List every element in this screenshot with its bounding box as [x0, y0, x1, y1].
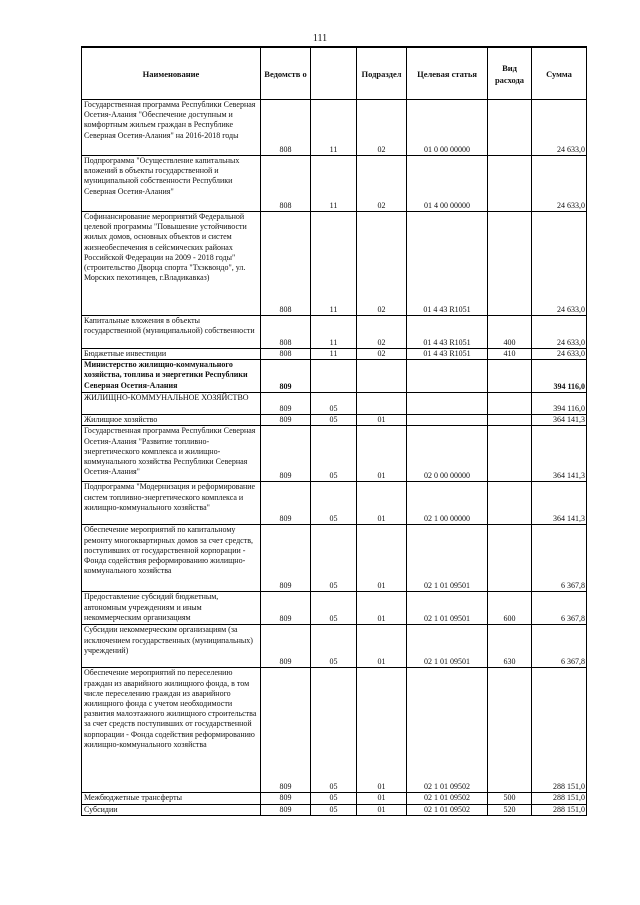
table-row [82, 625, 587, 668]
cell-expense-type [488, 100, 532, 156]
cell-section: 11 [311, 212, 357, 316]
cell-name: Предоставление субсидий бюджетным, автономным учреждениям и иным некоммерческим организациям [82, 592, 261, 625]
cell-expense-type [488, 668, 532, 793]
cell-department: 809 [261, 525, 311, 592]
header-expense-type: Вид расхода [488, 47, 532, 100]
cell-department: 808 [261, 316, 311, 349]
cell-sum: 288 151,0 [532, 668, 587, 793]
cell-subsection: 02 [357, 212, 407, 316]
cell-department: 809 [261, 625, 311, 668]
table-row [82, 482, 587, 525]
cell-department: 808 [261, 100, 311, 156]
cell-target: 02 1 00 00000 [407, 482, 488, 525]
cell-sum: 24 633,0 [532, 156, 587, 212]
cell-target: 02 0 00 00000 [407, 426, 488, 482]
cell-expense-type: 410 [488, 349, 532, 360]
cell-target: 01 4 00 00000 [407, 156, 488, 212]
cell-section: 05 [311, 592, 357, 625]
cell-sum: 364 141,3 [532, 426, 587, 482]
cell-department: 809 [261, 482, 311, 525]
table-row [82, 349, 587, 360]
cell-department: 808 [261, 156, 311, 212]
cell-subsection: 02 [357, 100, 407, 156]
table-row [82, 415, 587, 426]
cell-section: 05 [311, 793, 357, 804]
cell-expense-type: 630 [488, 625, 532, 668]
cell-name: Обеспечение мероприятий по переселению граждан из аварийного жилищного фонда, в том числе переселению граждан из аварийного жилищного фонда с учетом необходимости развития малоэтажного жилищного строительства за счет средств поступивших от государственной корпорации - Фонда содействия реформированию жилищно-коммунального хозяйства [82, 668, 261, 793]
header-sum: Сумма [532, 47, 587, 100]
cell-sum: 394 116,0 [532, 360, 587, 393]
cell-sum: 364 141,3 [532, 415, 587, 426]
cell-target [407, 360, 488, 393]
cell-target: 01 0 00 00000 [407, 100, 488, 156]
cell-subsection [357, 360, 407, 393]
cell-section: 11 [311, 156, 357, 212]
cell-section: 05 [311, 668, 357, 793]
cell-section: 05 [311, 804, 357, 815]
cell-subsection: 01 [357, 415, 407, 426]
cell-sum: 24 633,0 [532, 316, 587, 349]
cell-target: 01 4 43 R1051 [407, 212, 488, 316]
cell-name: Подпрограмма "Осуществление капитальных вложений в объекты государственной и муниципальной собственности Республики Северная Осетия-Алания" [82, 156, 261, 212]
cell-expense-type [488, 212, 532, 316]
cell-section: 05 [311, 426, 357, 482]
cell-subsection: 01 [357, 426, 407, 482]
cell-name: Государственная программа Республики Северная Осетия-Алания "Развитие топливно-энергетического комплекса и жилищно-коммунального хозяйства Республики Северная Осетия-Алания" [82, 426, 261, 482]
cell-target: 02 1 01 09501 [407, 592, 488, 625]
cell-subsection: 01 [357, 482, 407, 525]
cell-department: 808 [261, 349, 311, 360]
table-row [82, 592, 587, 625]
cell-section: 05 [311, 415, 357, 426]
cell-section [311, 360, 357, 393]
cell-section: 05 [311, 482, 357, 525]
cell-department: 809 [261, 393, 311, 415]
cell-sum: 288 151,0 [532, 804, 587, 815]
cell-sum: 394 116,0 [532, 393, 587, 415]
cell-department: 809 [261, 793, 311, 804]
cell-target [407, 393, 488, 415]
cell-expense-type [488, 525, 532, 592]
cell-expense-type [488, 156, 532, 212]
cell-target: 01 4 43 R1051 [407, 316, 488, 349]
table-row [82, 156, 587, 212]
cell-subsection: 02 [357, 316, 407, 349]
cell-expense-type [488, 482, 532, 525]
cell-sum: 6 367,8 [532, 525, 587, 592]
table-row [82, 100, 587, 156]
cell-target: 02 1 01 09502 [407, 804, 488, 815]
table-row [82, 212, 587, 316]
page-number: 111 [312, 33, 328, 44]
cell-expense-type [488, 415, 532, 426]
cell-target: 02 1 01 09502 [407, 668, 488, 793]
cell-name: Софинансирование мероприятий Федеральной целевой программы "Повышение устойчивости жилых домов, основных объектов и систем жизнеобеспечения в сейсмических районах Российской Федерации на 2009 - 2018 годы" (строительство Дворца спорта "Тхэквондо", ул. Морских пехотинцев, г.Владикавказ) [82, 212, 261, 316]
cell-target: 01 4 43 R1051 [407, 349, 488, 360]
cell-subsection: 01 [357, 668, 407, 793]
cell-section: 05 [311, 525, 357, 592]
budget-table [81, 46, 587, 816]
cell-section: 05 [311, 393, 357, 415]
header-department: Ведомств о [261, 47, 311, 100]
cell-sum: 24 633,0 [532, 212, 587, 316]
cell-expense-type: 520 [488, 804, 532, 815]
cell-expense-type: 500 [488, 793, 532, 804]
cell-name: Государственная программа Республики Северная Осетия-Алания "Обеспечение доступным и комфортным жильем граждан в Республике Северная Осетия-Алания" на 2016-2018 годы [82, 100, 261, 156]
header-subsection: Подраздел [357, 47, 407, 100]
cell-sum: 24 633,0 [532, 349, 587, 360]
table-header-row [82, 47, 587, 100]
cell-expense-type [488, 426, 532, 482]
cell-subsection: 01 [357, 625, 407, 668]
cell-subsection: 02 [357, 349, 407, 360]
cell-subsection: 01 [357, 804, 407, 815]
cell-name: Министерство жилищно-коммунального хозяйства, топлива и энергетики Республики Северная Осетия-Алания [82, 360, 261, 393]
table-row [82, 360, 587, 393]
header-section [311, 47, 357, 100]
cell-section: 11 [311, 316, 357, 349]
cell-department: 809 [261, 426, 311, 482]
cell-department: 809 [261, 415, 311, 426]
cell-sum: 364 141,3 [532, 482, 587, 525]
cell-name: Субсидии [82, 804, 261, 815]
table-row [82, 393, 587, 415]
cell-expense-type: 600 [488, 592, 532, 625]
cell-department: 809 [261, 668, 311, 793]
cell-sum: 6 367,8 [532, 625, 587, 668]
cell-section: 05 [311, 625, 357, 668]
cell-subsection: 02 [357, 156, 407, 212]
cell-name: Жилищное хозяйство [82, 415, 261, 426]
table-row [82, 804, 587, 815]
table-row [82, 426, 587, 482]
cell-name: Подпрограмма "Модернизация и реформирование систем топливно-энергетического комплекса и жилищно-коммунального хозяйства" [82, 482, 261, 525]
cell-target: 02 1 01 09501 [407, 625, 488, 668]
cell-expense-type [488, 360, 532, 393]
cell-section: 11 [311, 349, 357, 360]
cell-expense-type [488, 393, 532, 415]
cell-department: 809 [261, 592, 311, 625]
cell-target [407, 415, 488, 426]
cell-target: 02 1 01 09501 [407, 525, 488, 592]
cell-name: ЖИЛИЩНО-КОММУНАЛЬНОЕ ХОЗЯЙСТВО [82, 393, 261, 415]
cell-department: 809 [261, 360, 311, 393]
cell-subsection: 01 [357, 592, 407, 625]
cell-subsection [357, 393, 407, 415]
cell-expense-type: 400 [488, 316, 532, 349]
cell-department: 808 [261, 212, 311, 316]
header-target: Целевая статья [407, 47, 488, 100]
cell-target: 02 1 01 09502 [407, 793, 488, 804]
cell-section: 11 [311, 100, 357, 156]
cell-subsection: 01 [357, 525, 407, 592]
cell-name: Субсидии некоммерческим организациям (за исключением государственных (муниципальных) учреждений) [82, 625, 261, 668]
cell-name: Обеспечение мероприятий по капитальному ремонту многоквартирных домов за счет средств, поступивших от государственной корпорации - Фонда содействия реформированию жилищно-коммунального хозяйства [82, 525, 261, 592]
cell-sum: 24 633,0 [532, 100, 587, 156]
cell-name: Межбюджетные трансферты [82, 793, 261, 804]
table-row [82, 668, 587, 793]
table-row [82, 316, 587, 349]
cell-name: Капитальные вложения в объекты государственной (муниципальной) собственности [82, 316, 261, 349]
table-row [82, 525, 587, 592]
header-name: Наименование [82, 47, 261, 100]
cell-subsection: 01 [357, 793, 407, 804]
cell-sum: 6 367,8 [532, 592, 587, 625]
cell-sum: 288 151,0 [532, 793, 587, 804]
table-row [82, 793, 587, 804]
cell-department: 809 [261, 804, 311, 815]
cell-name: Бюджетные инвестиции [82, 349, 261, 360]
